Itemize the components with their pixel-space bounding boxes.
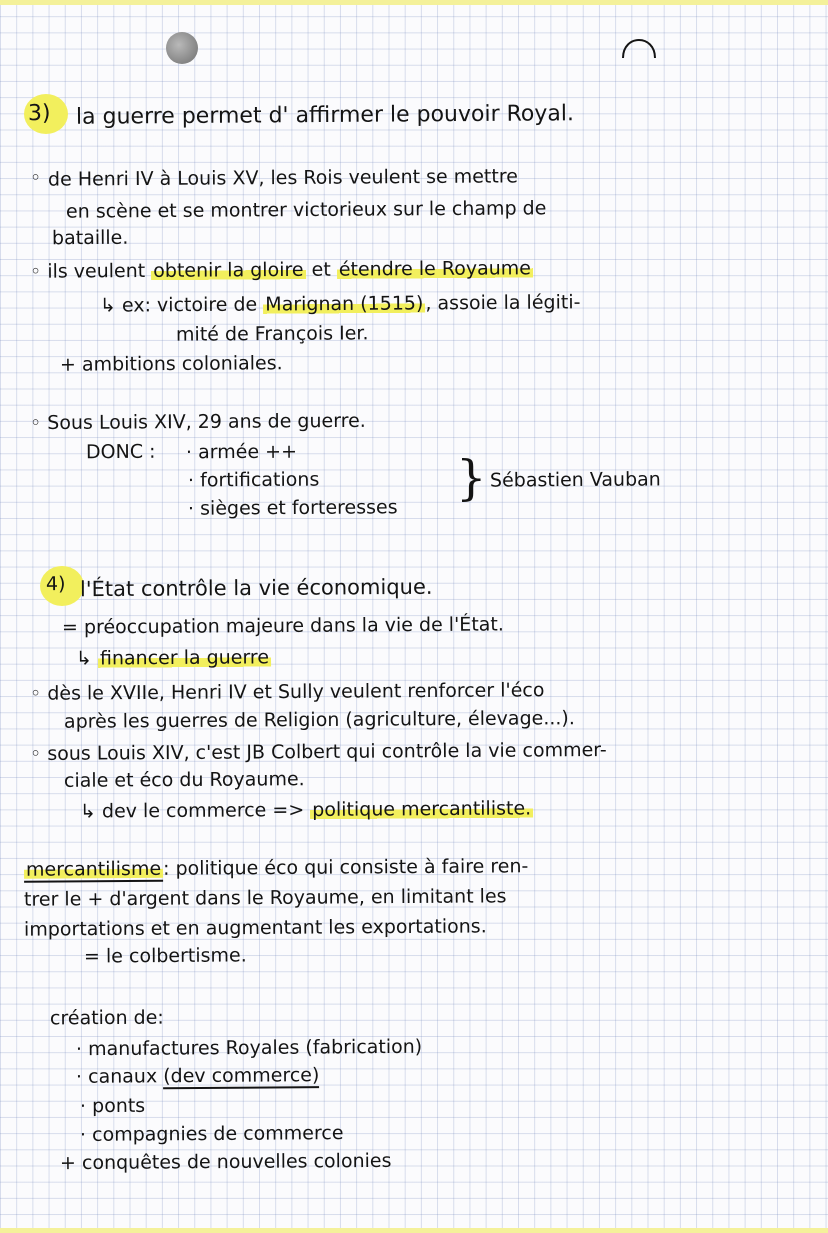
text: , assoie la légiti-	[425, 291, 581, 315]
list-item: + conquêtes de nouvelles colonies	[59, 1149, 392, 1175]
bullet: ◦	[29, 742, 42, 766]
creation-header: création de:	[49, 1006, 164, 1030]
highlighted-text: obtenir la gloire	[153, 258, 304, 282]
brace-icon: }	[456, 450, 487, 506]
paragraph-line: = préoccupation majeure dans la vie de l'État.	[61, 613, 504, 639]
section3-number: 3)	[27, 100, 51, 127]
section4-number: 4)	[45, 572, 66, 596]
text: : politique éco qui consiste à faire ren-	[163, 855, 529, 880]
bullet: ◦	[29, 412, 42, 435]
highlighted-text: étendre le Royaume	[338, 257, 532, 281]
text: Sous Louis XIV, 29 ans de guerre.	[47, 409, 366, 435]
definition-term: mercantilisme	[24, 858, 163, 883]
punch-hole	[166, 32, 198, 64]
paragraph-line	[30, 678, 545, 706]
list-item: · manufactures Royales (fabrication)	[75, 1035, 423, 1061]
text: et	[311, 258, 331, 281]
arrow-icon: ↳	[75, 647, 93, 670]
highlighted-text: financer la guerre	[99, 646, 270, 670]
text: dès le XVIIe, Henri IV et Sully veulent renforcer l'éco	[47, 679, 545, 705]
underlined-note: (dev commerce)	[163, 1064, 320, 1088]
donc-label: DONC :	[85, 440, 156, 464]
list-item: · sièges et forteresses	[187, 496, 398, 520]
page-top-edge	[0, 0, 828, 5]
bullet: ◦	[29, 166, 42, 190]
example-line: mité de François Ier.	[175, 322, 369, 346]
list-item: · ponts	[79, 1094, 146, 1118]
brace-label: Sébastien Vauban	[489, 468, 661, 492]
paragraph-line	[76, 645, 271, 670]
arrow-icon: ↳	[99, 294, 117, 317]
paragraph-line: en scène et se montrer victorieux sur le champ de	[65, 197, 547, 223]
arrow-icon: ↳	[79, 800, 97, 823]
definition-line	[24, 854, 528, 882]
section3-title: la guerre permet d' affirmer le pouvoir Royal.	[75, 101, 575, 130]
list-item: · armée ++	[185, 440, 298, 464]
example-line	[100, 290, 581, 317]
paragraph-line: + ambitions coloniales.	[59, 352, 283, 376]
paragraph-line	[30, 738, 607, 766]
binder-ring-mark	[620, 28, 658, 62]
text: sous Louis XIV, c'est JB Colbert qui contrôle la vie commer-	[47, 738, 607, 765]
paragraph-line	[30, 256, 533, 284]
paragraph-line: de Henri IV à Louis XV, les Rois veulent se mettre	[47, 165, 518, 191]
paragraph-line: bataille.	[51, 226, 129, 250]
text: ils veulent	[47, 259, 146, 283]
page-bottom-edge	[0, 1228, 828, 1233]
highlighted-text: politique mercantiliste.	[312, 797, 532, 821]
paragraph-line: ciale et éco du Royaume.	[63, 768, 305, 792]
list-item: · fortifications	[187, 468, 320, 492]
paragraph-line	[30, 409, 366, 435]
definition-line: trer le + d'argent dans le Royaume, en limitant les	[23, 885, 507, 911]
text: dev le commerce =>	[101, 799, 305, 823]
paragraph-line	[80, 796, 533, 823]
highlighted-text: Marignan (1515)	[265, 292, 424, 316]
definition-line: = le colbertisme.	[83, 944, 247, 968]
list-item: · canaux (dev commerce)	[75, 1064, 320, 1088]
paragraph-line: après les guerres de Religion (agriculture, élevage...).	[63, 707, 575, 733]
list-item: · compagnies de commerce	[79, 1122, 344, 1146]
definition-line: importations et en augmentant les exportations.	[23, 915, 487, 941]
bullet: ◦	[29, 260, 42, 283]
text: ex: victoire de	[121, 293, 258, 317]
bullet: ◦	[29, 682, 42, 705]
section4-title: l'État contrôle la vie économique.	[79, 574, 433, 602]
